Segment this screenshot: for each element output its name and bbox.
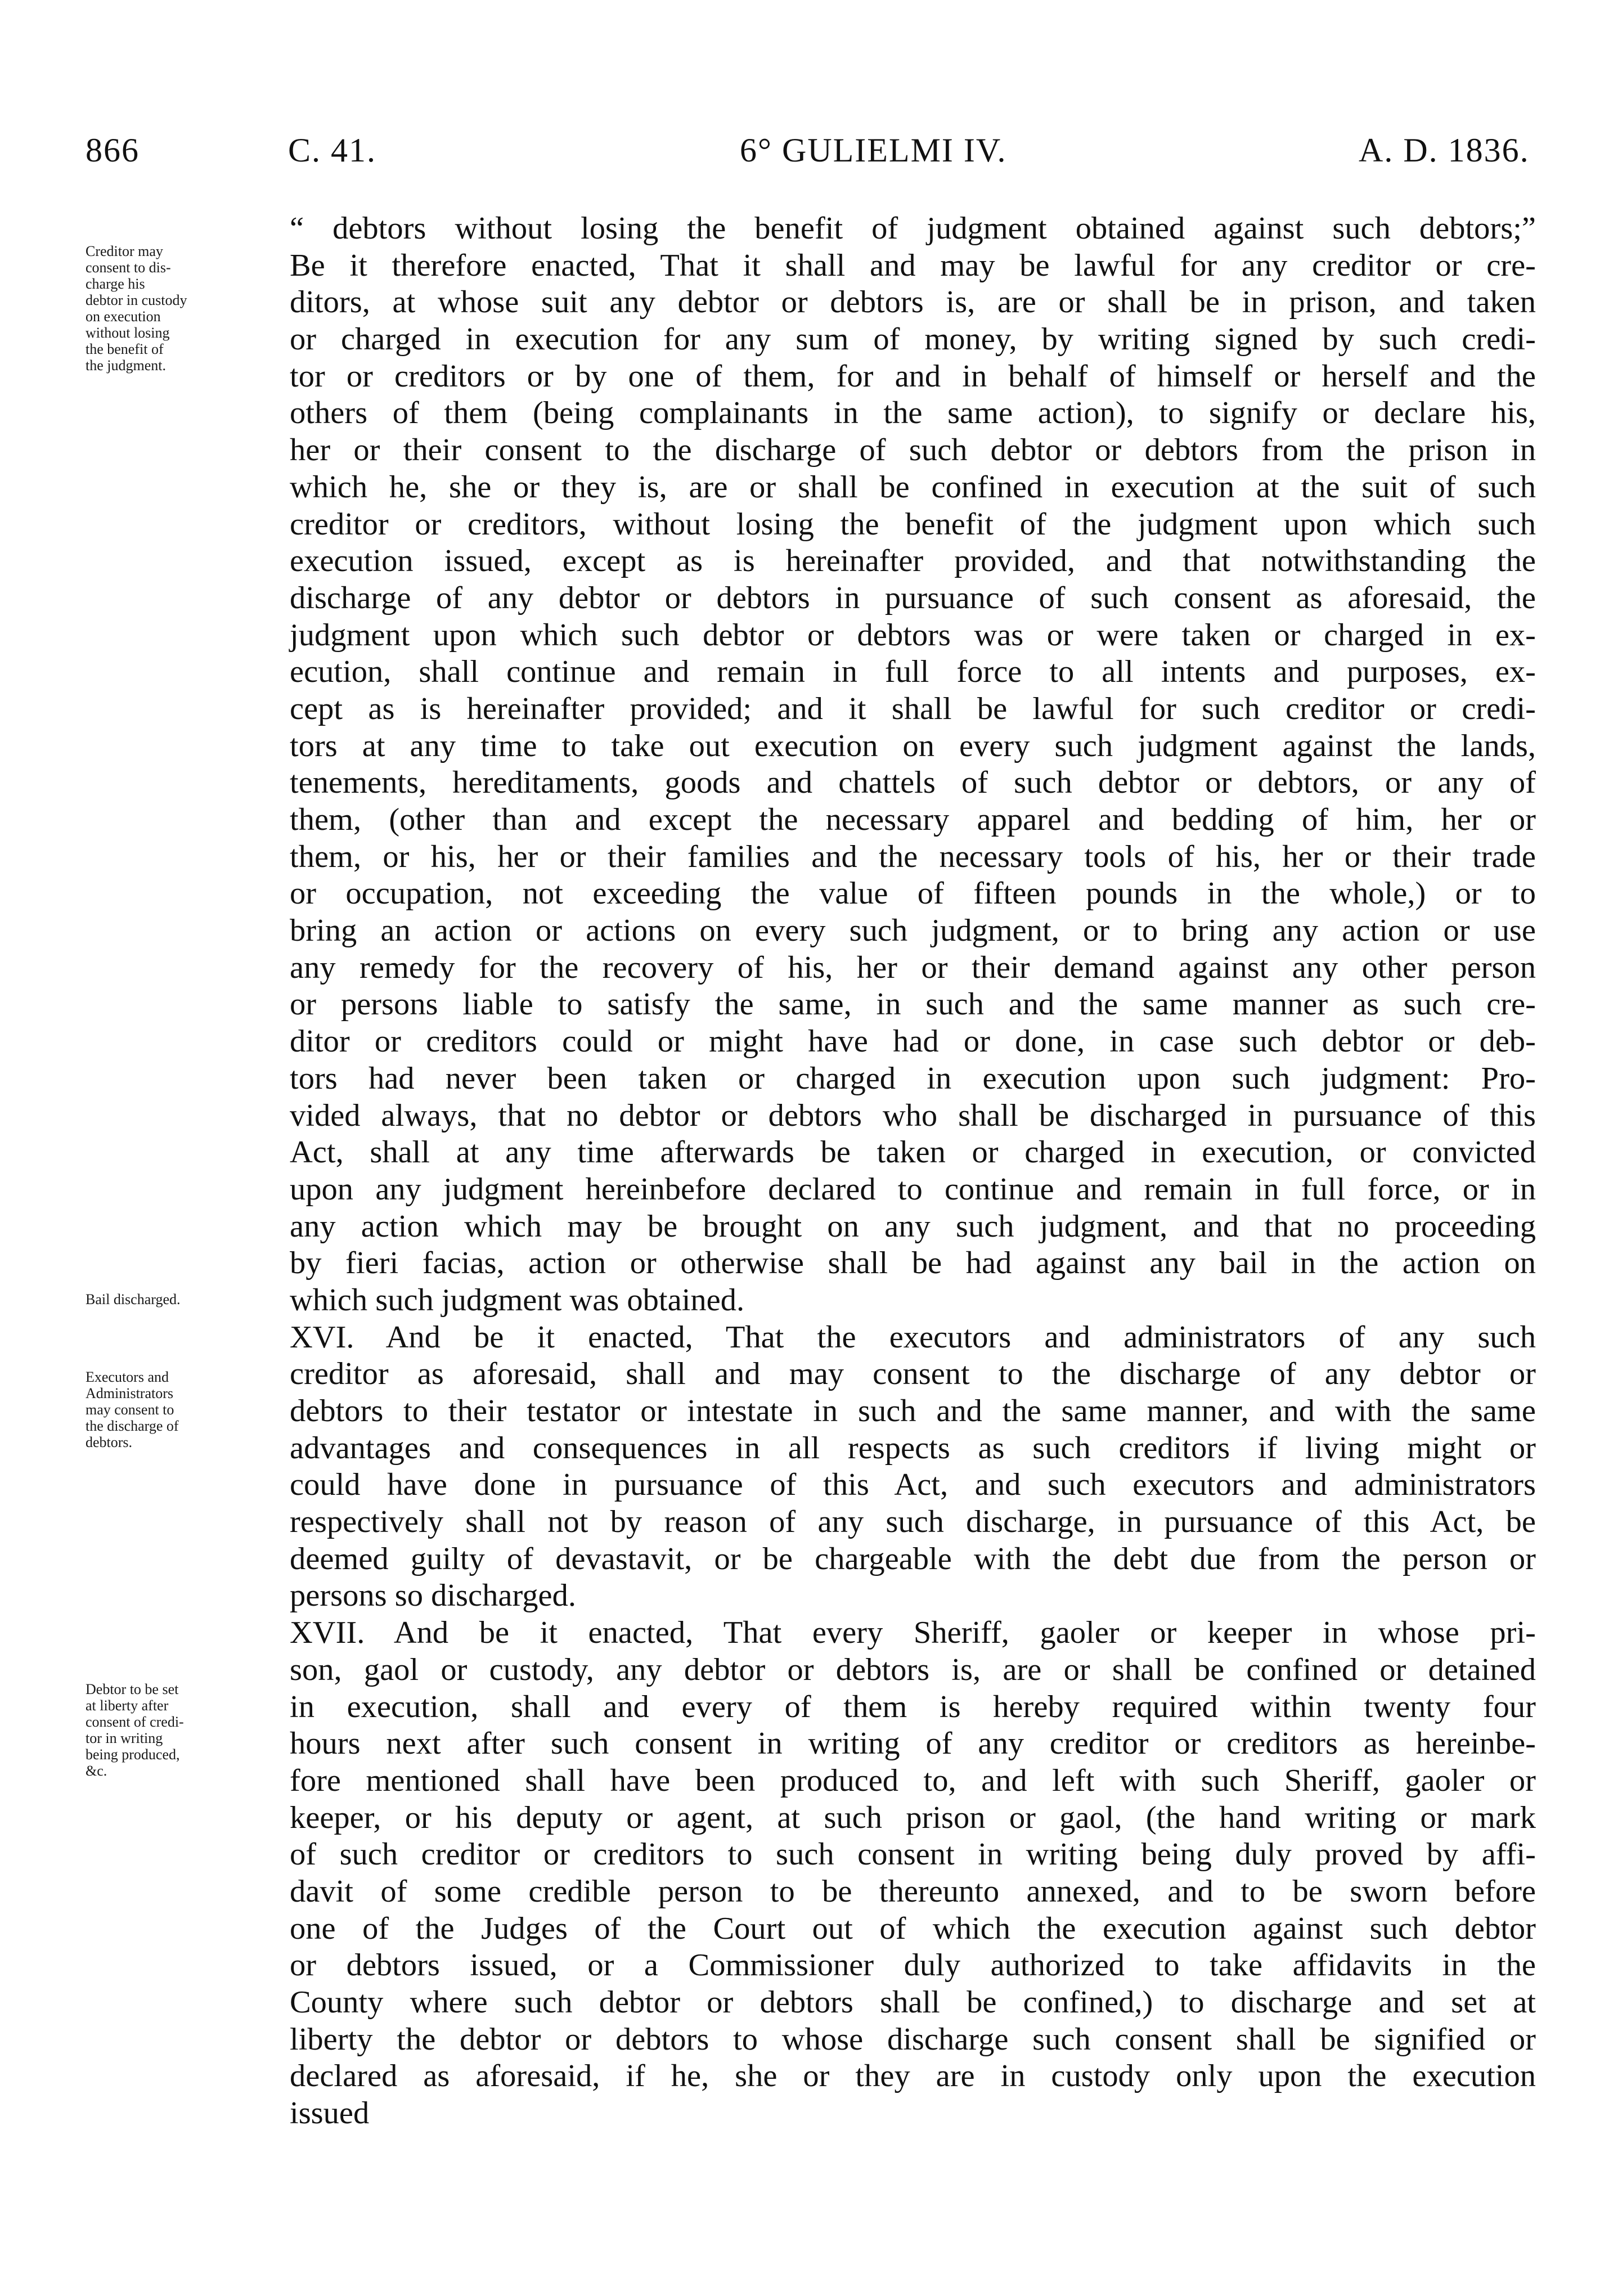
body-text-line: debtors to their testator or intestate in such and the same manner, and with the same: [290, 1394, 1536, 1428]
body-text-line: keeper, or his deputy or agent, at such prison or gaol, (the hand writing or mark: [290, 1800, 1536, 1835]
body-text-line: liberty the debtor or debtors to whose discharge such consent shall be signified or: [290, 2021, 1536, 2057]
body-text-line: ditor or creditors could or might have had or done, in case such debtor or deb-: [290, 1024, 1536, 1059]
marginal-note-line: consent of credi-: [86, 1714, 184, 1730]
year-label: A. D. 1836.: [1359, 132, 1530, 169]
body-text-line: hours next after such consent in writing of any creditor or creditors as hereinbe-: [290, 1726, 1536, 1762]
body-text-line: Act, shall at any time afterwards be taken or charged in execution, or convicted: [290, 1135, 1536, 1170]
marginal-note-line: Bail discharged.: [86, 1291, 181, 1307]
body-text-line: ecution, shall continue and remain in full force to all intents and purposes, ex-: [290, 654, 1536, 690]
body-text-line: in execution, shall and every of them is hereby required within twenty four: [290, 1689, 1536, 1724]
reign-title: 6° GULIELMI IV.: [740, 132, 1007, 169]
body-text-line: tors had never been taken or charged in execution upon such judgment: Pro-: [290, 1061, 1536, 1096]
body-text-line: son, gaol or custody, any debtor or debtors is, are or shall be confined or detained: [290, 1652, 1536, 1687]
body-text-line: or debtors issued, or a Commissioner duly authorized to take affidavits in the: [290, 1948, 1536, 1983]
body-text-line: “ debtors without losing the benefit of judgment obtained against such debtors;”: [290, 211, 1536, 246]
body-text-line: or persons liable to satisfy the same, in such and the same manner as such cre-: [290, 987, 1536, 1022]
marginal-note-line: Creditor may: [86, 243, 163, 259]
body-text-line: creditor or creditors, without losing the benefit of the judgment upon which such: [290, 506, 1536, 542]
marginal-note-line: Administrators: [86, 1385, 173, 1401]
marginal-note-line: the benefit of: [86, 341, 164, 357]
body-text-line: cept as is hereinafter provided; and it shall be lawful for such creditor or credi-: [290, 691, 1536, 726]
body-text-line: advantages and consequences in all respects as such creditors if living might or: [290, 1430, 1536, 1466]
marginal-note-debtor-liberty: [86, 1681, 271, 1779]
marginal-note-line: on execution: [86, 308, 161, 325]
body-text-line: XVII. And be it enacted, That every Sheriff, gaoler or keeper in whose pri-: [290, 1615, 1536, 1651]
statute-body-text: [290, 210, 1536, 2132]
body-text-line: by fieri facias, action or otherwise shall be had against any bail in the action on: [290, 1246, 1536, 1281]
body-text-line: or occupation, not exceeding the value of fifteen pounds in the whole,) or to: [290, 876, 1536, 911]
marginal-note-line: charge his: [86, 276, 145, 292]
body-text-line: which he, she or they is, are or shall be confined in execution at the suit of such: [290, 469, 1536, 505]
body-text-line: davit of some credible person to be thereunto annexed, and to be sworn before: [290, 1873, 1536, 1909]
body-text-line: of such creditor or creditors to such consent in writing being duly proved by affi-: [290, 1837, 1536, 1872]
marginal-note-line: Debtor to be set: [86, 1681, 179, 1697]
body-text-line: issued: [290, 2096, 370, 2131]
body-text-line: them, or his, her or their families and the necessary tools of his, her or their trade: [290, 839, 1536, 874]
body-text-line: deemed guilty of devastavit, or be chargeable with the debt due from the person or: [290, 1541, 1536, 1576]
marginal-note-line: without losing: [86, 325, 170, 341]
body-text-line: fore mentioned shall have been produced to, and left with such Sheriff, gaoler or: [290, 1763, 1536, 1798]
body-text-line: persons so discharged.: [290, 1578, 576, 1614]
body-text-line: Be it therefore enacted, That it shall and may be lawful for any creditor or cre-: [290, 248, 1536, 283]
marginal-note-line: Executors and: [86, 1369, 169, 1385]
body-text-line: upon any judgment hereinbefore declared to continue and remain in full force, or in: [290, 1171, 1536, 1207]
page-number: 866: [86, 132, 140, 169]
marginal-note-line: debtor in custody: [86, 292, 187, 308]
body-text-line: others of them (being complainants in the same action), to signify or declare his,: [290, 396, 1536, 431]
body-text-line: which such judgment was obtained.: [290, 1282, 745, 1318]
marginal-note-line: consent to dis-: [86, 259, 171, 276]
marginal-note-line: at liberty after: [86, 1697, 169, 1714]
marginal-note-line: being produced,: [86, 1746, 180, 1763]
body-text-line: them, (other than and except the necessary apparel and bedding of him, her or: [290, 802, 1536, 837]
marginal-note-creditor-consent: [86, 243, 271, 374]
body-text-line: or charged in execution for any sum of money, by writing signed by such credi-: [290, 322, 1536, 357]
body-text-line: could have done in pursuance of this Act, and such executors and administrators: [290, 1467, 1536, 1503]
body-text-line: execution issued, except as is hereinafter provided, and that notwithstanding the: [290, 543, 1536, 579]
marginal-note-line: the discharge of: [86, 1418, 179, 1434]
marginal-note-line: tor in writing: [86, 1730, 163, 1746]
body-text-line: judgment upon which such debtor or debtors was or were taken or charged in ex-: [290, 617, 1536, 653]
body-text-line: tenements, hereditaments, goods and chattels of such debtor or debtors, or any of: [290, 765, 1536, 801]
body-text-line: vided always, that no debtor or debtors who shall be discharged in pursuance of this: [290, 1098, 1536, 1133]
body-text-line: declared as aforesaid, if he, she or they are in custody only upon the execution: [290, 2059, 1536, 2094]
marginal-note-line: the judgment.: [86, 357, 166, 374]
marginal-note-line: &c.: [86, 1763, 107, 1779]
body-text-line: any action which may be brought on any such judgment, and that no proceeding: [290, 1208, 1536, 1244]
marginal-note-bail: [86, 1291, 271, 1307]
body-text-line: XVI. And be it enacted, That the executors and administrators of any such: [290, 1319, 1536, 1355]
body-text-line: tors at any time to take out execution on every such judgment against the lands,: [290, 728, 1536, 763]
chapter-number: C. 41.: [288, 132, 377, 169]
body-text-line: any remedy for the recovery of his, her or their demand against any other person: [290, 950, 1536, 985]
body-text-line: County where such debtor or debtors shall be confined,) to discharge and set at: [290, 1985, 1536, 2020]
body-text-line: one of the Judges of the Court out of which the execution against such debtor: [290, 1911, 1536, 1946]
body-text-line: respectively shall not by reason of any such discharge, in pursuance of this Act, be: [290, 1504, 1536, 1540]
body-text-line: tor or creditors or by one of them, for and in behalf of himself or herself and the: [290, 358, 1536, 394]
body-text-line: creditor as aforesaid, shall and may consent to the discharge of any debtor or: [290, 1356, 1536, 1392]
marginal-note-line: debtors.: [86, 1434, 133, 1450]
body-text-line: her or their consent to the discharge of such debtor or debtors from the prison in: [290, 433, 1536, 468]
marginal-note-executors: [86, 1369, 271, 1450]
marginal-note-line: may consent to: [86, 1401, 174, 1418]
body-text-line: bring an action or actions on every such judgment, or to bring any action or use: [290, 913, 1536, 949]
body-text-line: ditors, at whose suit any debtor or debtors is, are or shall be in prison, and taken: [290, 285, 1536, 320]
body-text-line: discharge of any debtor or debtors in pursuance of such consent as aforesaid, the: [290, 580, 1536, 615]
